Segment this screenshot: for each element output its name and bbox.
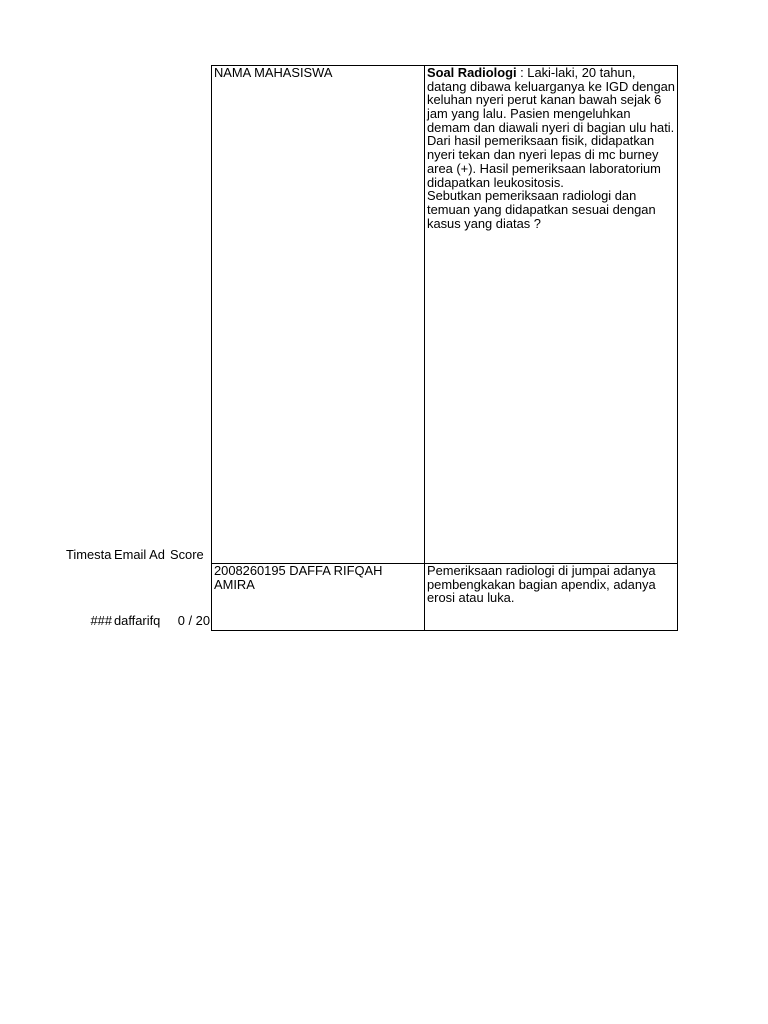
question-line: Dari hasil pemeriksaan fisik, didapatkan <box>427 133 655 149</box>
name-header-cell <box>211 65 425 564</box>
question-line: jam yang lalu. Pasien mengeluhkan <box>427 106 631 122</box>
question-line: area (+). Hasil pemeriksaan laboratorium <box>427 160 661 176</box>
question-title: Soal Radiologi <box>427 65 517 80</box>
column-label-score: Score <box>170 548 204 562</box>
question-first-line <box>427 66 675 80</box>
answer-line: Pemeriksaan radiologi di jumpai adanya <box>427 563 656 578</box>
question-line: keluhan nyeri perut kanan bawah sejak 6 <box>427 92 662 108</box>
answer-line: pembengkakan bagian apendix, adanya <box>427 576 656 592</box>
question-intro: : Laki-laki, 20 tahun, <box>516 65 636 80</box>
question-line: didapatkan leukositosis. <box>427 174 564 190</box>
student-name-line: 2008260195 DAFFA RIFQAH <box>214 563 383 578</box>
question-line: demam dan diawali nyeri di bagian ulu hati. <box>427 119 675 135</box>
column-label-timestamp: Timesta <box>66 548 112 562</box>
row-email: daffarifq <box>114 614 161 628</box>
column-label-email: Email Ad <box>114 548 165 562</box>
question-line: datang dibawa keluarganya ke IGD dengan <box>427 78 675 94</box>
name-header-label: NAMA MAHASISWA <box>214 65 333 80</box>
question-line: temuan yang didapatkan sesuai dengan <box>427 201 656 217</box>
question-line: kasus yang diatas ? <box>427 215 541 231</box>
student-name-cell <box>211 563 425 631</box>
question-line: nyeri tekan dan nyeri lepas di mc burney <box>427 147 659 163</box>
question-cell <box>424 65 678 564</box>
row-timestamp: ### <box>90 614 112 628</box>
student-name-line: AMIRA <box>214 576 255 592</box>
question-line: Sebutkan pemeriksaan radiologi dan <box>427 188 637 204</box>
answer-cell <box>424 563 678 631</box>
row-score: 0 / 20 <box>177 614 210 628</box>
answer-line: erosi atau luka. <box>427 590 515 606</box>
